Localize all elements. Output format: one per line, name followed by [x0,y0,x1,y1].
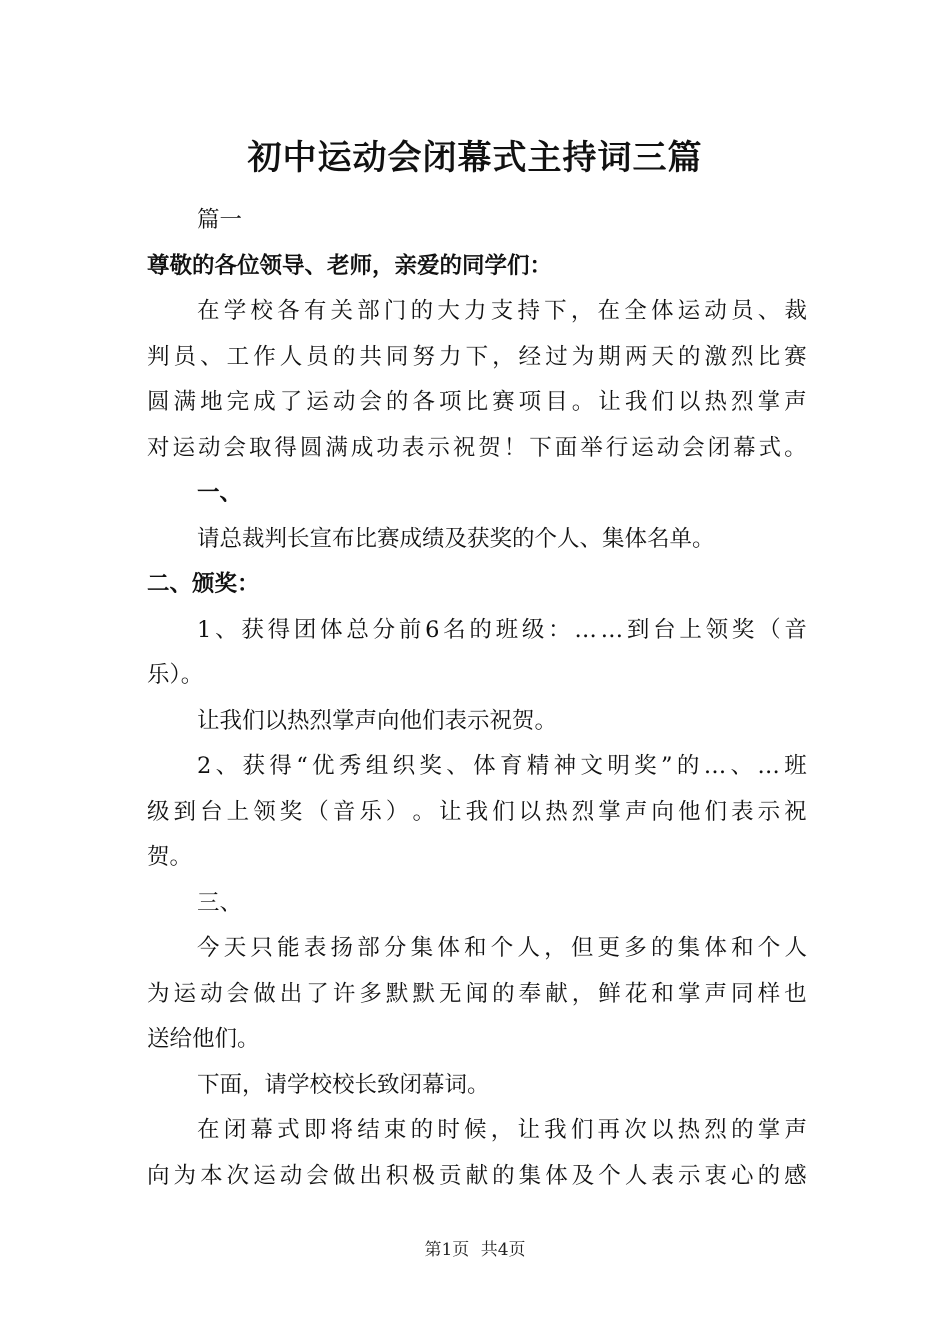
paragraph-line: 下面，请学校校长致闭幕词。 [197,1071,490,1098]
paragraph-line: 向 为 本 次 运 动 会 做 出 积 极 贡 献 的 集 体 及 个 人 表 示 衷 心 的 感 [147,1162,807,1189]
paragraph-line: 请总裁判长宣布比赛成绩及获奖的个人、集体名单。 [197,525,715,552]
document-title: 初中运动会闭幕式主持词三篇 [247,138,703,178]
paragraph-line: 贺。 [147,844,193,870]
paragraph-line: 圆 满 地 完 成 了 运 动 会 的 各 项 比 赛 项 目 。 让 我 们 以 热 烈 掌 声 [147,389,807,415]
heading-three: 三、 [197,889,243,916]
paragraph-line: 对 运 动 会 取 得 圆 满 成 功 表 示 祝 贺 ！ 下 面 举 行 运 动 会 闭 幕 式 。 [147,434,807,461]
greeting: 尊敬的各位领导、老师，亲爱的同学们： [147,252,553,279]
paragraph-line: 送给他们。 [147,1026,260,1052]
section-label: 篇一 [197,207,243,233]
page-footer [0,1238,950,1262]
paragraph-line: 1 、 获 得 团 体 总 分 前 6 名 的 班 级 ： … … 到 台 上 领 奖 （ 音 [197,616,807,643]
paragraph-line: 为 运 动 会 做 出 了 许 多 默 默 无 闻 的 奉 献 ， 鲜 花 和 掌 声 同 样 也 [147,980,807,1007]
paragraph-line: 判 员 、 工 作 人 员 的 共 同 努 力 下 ， 经 过 为 期 两 天 的 激 烈 比 赛 [147,343,807,370]
paragraph-line: 在 闭 幕 式 即 将 结 束 的 时 候 ， 让 我 们 再 次 以 热 烈 的 掌 声 [197,1117,807,1143]
heading-two: 二、颁奖： [147,571,260,597]
paragraph-line: 2 、 获 得 “ 优 秀 组 织 奖 、 体 育 精 神 文 明 奖 ” 的 … 、 … 班 [197,753,807,779]
paragraph-line: 级 到 台 上 领 奖 （ 音 乐 ） 。 让 我 们 以 热 烈 掌 声 向 他 们 表 示 祝 [147,798,807,825]
page-total: 共4页 [480,1240,526,1260]
document-body [147,198,807,1199]
paragraph-line: 乐）。 [147,662,204,688]
heading-one: 一、 [197,480,243,506]
paragraph-line: 今 天 只 能 表 扬 部 分 集 体 和 个 人 ， 但 更 多 的 集 体 和 个 人 [197,935,807,961]
paragraph-line: 在 学 校 各 有 关 部 门 的 大 力 支 持 下 ， 在 全 体 运 动 员 、 裁 [197,298,807,324]
page-number: 第1页 [424,1240,470,1260]
paragraph-line: 让我们以热烈掌声向他们表示祝贺。 [197,707,558,734]
